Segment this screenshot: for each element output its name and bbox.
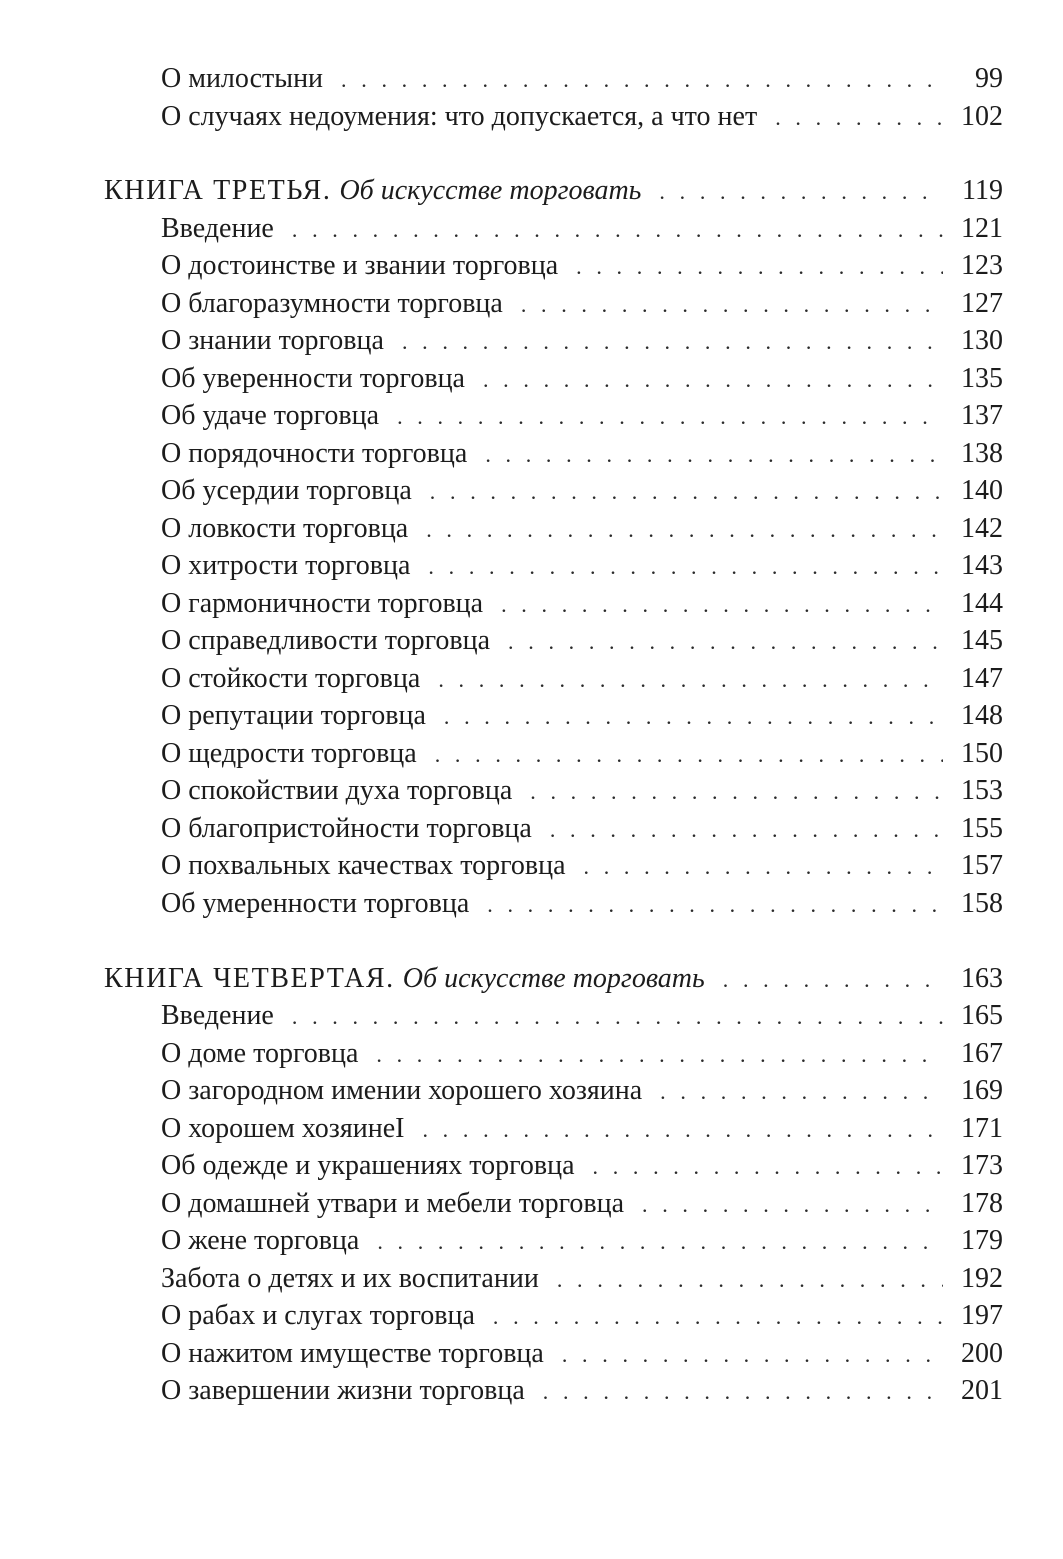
page-number: 102 — [961, 101, 1003, 132]
toc-entry — [0, 1185, 1003, 1222]
page-number: 169 — [961, 1075, 1003, 1106]
dot-leader — [483, 361, 943, 398]
dot-leader — [402, 323, 943, 360]
toc-entry — [0, 547, 1003, 584]
entry-title: О доме торговца — [161, 1038, 359, 1069]
entry-title: О гармоничности торговца — [161, 588, 484, 619]
dot-leader — [659, 173, 943, 210]
toc-book-heading — [0, 172, 1003, 209]
toc-entry — [0, 772, 1003, 809]
dot-leader — [397, 398, 943, 435]
entry-title: О благопристойности торговца — [161, 813, 532, 844]
page-number: 167 — [961, 1038, 1003, 1069]
page-number: 135 — [961, 363, 1003, 394]
toc-entry — [0, 360, 1003, 397]
page-number: 201 — [961, 1375, 1003, 1406]
entry-title: О случаях недоумения: что допускается, а что нет — [161, 101, 758, 132]
entry-title: О щедрости торговца — [161, 738, 417, 769]
page-number: 148 — [961, 700, 1003, 731]
dot-leader — [435, 736, 943, 773]
toc-book-heading — [0, 960, 1003, 997]
toc-entry — [0, 585, 1003, 622]
dot-leader — [550, 811, 943, 848]
dot-leader — [521, 286, 943, 323]
toc-entry — [0, 697, 1003, 734]
toc-entry — [0, 472, 1003, 509]
toc-entry — [0, 247, 1003, 284]
book-subtitle: Об искусстве торговать — [402, 963, 705, 994]
entry-title: О завершении жизни торговца — [161, 1375, 525, 1406]
page-number: 179 — [961, 1225, 1003, 1256]
dot-leader — [562, 1336, 943, 1373]
book-title: КНИГА ТРЕТЬЯ. Об искусстве торговать — [104, 175, 642, 206]
page-number: 150 — [961, 738, 1003, 769]
entry-title: О хорошем хозяинеI — [161, 1113, 405, 1144]
toc-entry — [0, 810, 1003, 847]
toc-entry — [0, 997, 1003, 1034]
dot-leader — [660, 1073, 943, 1110]
page-number: 153 — [961, 775, 1003, 806]
page-number: 200 — [961, 1338, 1003, 1369]
dot-leader — [485, 436, 943, 473]
entry-title: О справедливости торговца — [161, 625, 491, 656]
entry-title: Об умеренности торговца — [161, 888, 470, 919]
dot-leader — [576, 248, 943, 285]
entry-title: О похвальных качествах торговца — [161, 850, 566, 881]
dot-leader — [723, 961, 943, 998]
entry-title: О достоинстве и звании торговца — [161, 250, 559, 281]
entry-title: О ловкости торговца — [161, 513, 409, 544]
page-number: 121 — [961, 213, 1003, 244]
page-number: 165 — [961, 1000, 1003, 1031]
dot-leader — [487, 886, 943, 923]
toc-entry — [0, 1072, 1003, 1109]
page-number: 123 — [961, 250, 1003, 281]
entry-title: О домашней утвари и мебели торговца — [161, 1188, 625, 1219]
page-number: 147 — [961, 663, 1003, 694]
dot-leader — [377, 1223, 943, 1260]
page-number: 163 — [961, 963, 1003, 994]
page-number: 119 — [962, 175, 1003, 206]
entry-title: Введение — [161, 213, 274, 244]
page-number: 197 — [961, 1300, 1003, 1331]
toc-entry — [0, 1297, 1003, 1334]
page-number: 130 — [961, 325, 1003, 356]
entry-title: О знании торговца — [161, 325, 384, 356]
dot-leader — [775, 99, 943, 136]
entry-title: О милостыни — [161, 63, 324, 94]
dot-leader — [430, 473, 943, 510]
dot-leader — [438, 661, 943, 698]
entry-title: О спокойствии духа торговца — [161, 775, 513, 806]
toc-entry — [0, 435, 1003, 472]
dot-leader — [593, 1148, 944, 1185]
page-number: 158 — [961, 888, 1003, 919]
toc-entry — [0, 1035, 1003, 1072]
entry-title: Введение — [161, 1000, 274, 1031]
toc-entry — [0, 1222, 1003, 1259]
entry-title: О загородном имении хорошего хозяина — [161, 1075, 643, 1106]
toc-entry — [0, 322, 1003, 359]
toc-entry — [0, 1110, 1003, 1147]
toc-entry — [0, 1372, 1003, 1409]
toc-entry — [0, 1260, 1003, 1297]
entry-title: О жене торговца — [161, 1225, 360, 1256]
entry-title: О хитрости торговца — [161, 550, 411, 581]
page-number: 99 — [975, 63, 1003, 94]
dot-leader — [543, 1373, 943, 1410]
entry-title: О рабах и слугах торговца — [161, 1300, 475, 1331]
toc-entry — [0, 847, 1003, 884]
dot-leader — [376, 1036, 943, 1073]
entry-title: Об удаче торговца — [161, 400, 380, 431]
dot-leader — [501, 586, 943, 623]
page-number: 145 — [961, 625, 1003, 656]
dot-leader — [428, 548, 943, 585]
dot-leader — [584, 848, 944, 885]
dot-leader — [341, 61, 943, 98]
page-number: 192 — [961, 1263, 1003, 1294]
entry-title: Об одежде и украшениях торговца — [161, 1150, 575, 1181]
dot-leader — [292, 211, 943, 248]
page-number: 178 — [961, 1188, 1003, 1219]
page-number: 155 — [961, 813, 1003, 844]
toc-entry — [0, 660, 1003, 697]
toc-entry — [0, 622, 1003, 659]
entry-title: О благоразумности торговца — [161, 288, 503, 319]
page-number: 137 — [961, 400, 1003, 431]
entry-title: Об уверенности торговца — [161, 363, 465, 394]
dot-leader — [426, 511, 943, 548]
page-number: 140 — [961, 475, 1003, 506]
dot-leader — [493, 1298, 943, 1335]
entry-title: О порядочности торговца — [161, 438, 468, 469]
page-number: 171 — [961, 1113, 1003, 1144]
dot-leader — [557, 1261, 943, 1298]
toc-entry — [0, 210, 1003, 247]
page-number: 157 — [961, 850, 1003, 881]
dot-leader — [292, 998, 943, 1035]
page-number: 173 — [961, 1150, 1003, 1181]
page-number: 138 — [961, 438, 1003, 469]
dot-leader — [642, 1186, 943, 1223]
toc-entry — [0, 885, 1003, 922]
toc-entry — [0, 735, 1003, 772]
toc-entry — [0, 397, 1003, 434]
toc-entry — [0, 60, 1003, 97]
toc-entry — [0, 1147, 1003, 1184]
page-number: 144 — [961, 588, 1003, 619]
dot-leader — [422, 1111, 943, 1148]
page-number: 142 — [961, 513, 1003, 544]
entry-title: О нажитом имуществе торговца — [161, 1338, 544, 1369]
entry-title: Об усердии торговца — [161, 475, 412, 506]
entry-title: О репутации торговца — [161, 700, 426, 731]
toc-entry — [0, 285, 1003, 322]
entry-title: Забота о детях и их воспитании — [161, 1263, 539, 1294]
dot-leader — [530, 773, 943, 810]
dot-leader — [444, 698, 943, 735]
dot-leader — [508, 623, 943, 660]
toc-entry — [0, 1335, 1003, 1372]
page-number: 127 — [961, 288, 1003, 319]
book-title: КНИГА ЧЕТВЕРТАЯ. Об искусстве торговать — [104, 963, 705, 994]
entry-title: О стойкости торговца — [161, 663, 421, 694]
toc-entry — [0, 510, 1003, 547]
toc-entry — [0, 98, 1003, 135]
page-number: 143 — [961, 550, 1003, 581]
book-subtitle: Об искусстве торговать — [339, 175, 642, 206]
